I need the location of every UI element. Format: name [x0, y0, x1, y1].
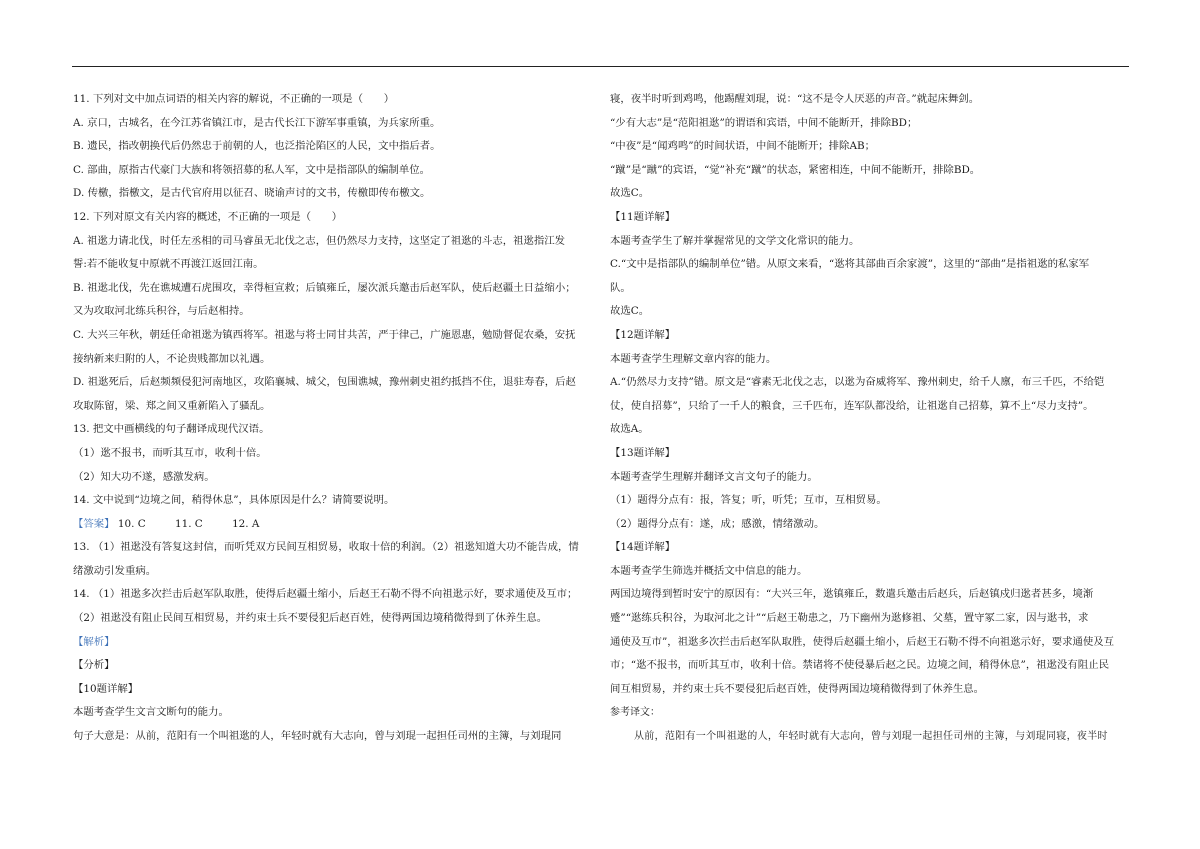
q10-detail-heading: 【10题详解】: [73, 682, 139, 695]
q14-explanation-5: 间互相贸易，并约束士兵不要侵犯后赵百姓，使得两国边境稍微得到了休养生息。: [610, 682, 985, 695]
answer-13: 13. （1）祖逖没有答复这封信，而听凭双方民间互相贸易，收取十倍的利润。（2）祖逖知道大功不能告成，情: [73, 541, 579, 554]
translation-title: 参考译文：: [610, 707, 660, 719]
q13-item-1: （1）逖不报书，而听其互市，收利十倍。: [73, 446, 267, 459]
q14-explanation-4: 市；“逖不报书，而听其互市，收利十倍。禁诸将不使侵暴后赵之民。边境之间，稍得休息”，祖逖没有阻止民: [610, 659, 1109, 672]
answer-12: 12. A: [232, 517, 260, 530]
q11-stem: 11. 下列对文中加点词语的相关内容的解说，不正确的一项是（ ）: [73, 93, 395, 105]
q12-ability: 本题考查学生理解文章内容的能力。: [610, 352, 777, 365]
q12-option-b: B. 祖逖北伐，先在谯城遭石虎围攻，幸得桓宣救；后镇雍丘，屡次派兵邀击后赵军队，使后赵疆土日益缩小；: [73, 281, 576, 294]
q10-ability: 本题考查学生文言文断句的能力。: [73, 706, 229, 719]
q10-reason-1: “少有大志”是“范阳祖逖”的谓语和宾语，中间不能断开，排除BD；: [610, 116, 918, 129]
answer-14: 14. （1）祖逖多次拦击后赵军队取胜，使得后赵疆土缩小，后赵王石勒不得不向祖逖示好，要求通使及互市；: [73, 588, 578, 601]
header-rule: [72, 66, 1129, 67]
q14-ability: 本题考查学生筛选并概括文中信息的能力。: [610, 564, 808, 577]
q14-explanation-3: 通使及互市”，祖逖多次拦击后赵军队取胜，使得后赵疆土缩小，后赵王石勒不得不向祖逖示好，要求通使及互: [610, 635, 1115, 648]
q14-explanation-1: 两国边境得到暂时安宁的原因有：“大兴三年，逖镇雍丘，数遣兵邀击后赵兵，后赵镇戍归逖者甚多，境渐: [610, 588, 1094, 601]
answer-13-cont: 绪激动引发重病。: [73, 564, 157, 577]
q10-meaning-cont: 寝，夜半时听到鸡鸣，他踢醒刘琨，说：“这不是令人厌恶的声音。”就起床舞剑。: [610, 93, 980, 105]
q13-detail-heading: 【13题详解】: [610, 446, 676, 459]
answer-14-cont: （2）祖逖没有阻止民间互相贸易，并约束士兵不要侵犯后赵百姓，使得两国边境稍微得到了休养生息。: [73, 612, 548, 625]
q13-item-2: （2）知大功不遂，感激发病。: [73, 470, 215, 483]
q14-detail-heading: 【14题详解】: [610, 541, 676, 554]
q11-option-c: C. 部曲，原指古代豪门大族和将领招募的私人军，文中是指部队的编制单位。: [73, 163, 431, 176]
q11-option-b: B. 遗民，指改朝换代后仍然忠于前朝的人，也泛指沦陷区的人民，文中指后者。: [73, 140, 441, 153]
q11-explanation: C.“文中是指部队的编制单位”错。从原文来看，“逖将其部曲百余家渡”，这里的“部曲”是指祖逖的私家军: [610, 258, 1090, 271]
q12-explanation-cont: 仗，使自招募”，只给了一千人的粮食，三千匹布，连军队都没给，让祖逖自己招募，算不上“尽力支持”。: [610, 399, 1094, 412]
answer-10: 10. C: [117, 517, 146, 530]
q11-detail-heading: 【11题详解】: [610, 210, 676, 223]
right-column: [610, 88, 1130, 749]
q10-reason-2: “中夜”是“闻鸡鸣”的时间状语，中间不能断开；排除AB；: [610, 140, 875, 153]
q12-option-a: A. 祖逖力请北伐，时任左丞相的司马睿虽无北伐之志，但仍然尽力支持，这坚定了祖逖的斗志，祖逖指江发: [73, 234, 566, 247]
q11-explanation-cont: 队。: [610, 281, 631, 294]
q13-point-2: （2）题得分点有：遂，成；感激，情绪激动。: [610, 517, 825, 530]
q12-option-d-cont: 攻取陈留，梁、郑之间又重新陷入了骚乱。: [73, 399, 271, 412]
translation-paragraph: 从前，范阳有一个叫祖逖的人，年轻时就有大志向，曾与刘琨一起担任司州的主簿，与刘琨同寝，夜半时: [634, 731, 1108, 743]
q14-explanation-2: 蹙”“逖练兵积谷，为取河北之计”“后赵王勒患之，乃下幽州为逖修祖、父墓，置守冢二家，因与逖书，求: [610, 612, 1089, 625]
q13-ability: 本题考查学生理解并翻译文言文句子的能力。: [610, 470, 818, 483]
q12-detail-heading: 【12题详解】: [610, 328, 676, 341]
answer-row: [73, 513, 593, 537]
q10-reason-3: “蹴”是“蹴”的宾语，“觉”补充“蹴”的状态，紧密相连，中间不能断开，排除BD。: [610, 163, 981, 176]
answer-label: 【答案】: [73, 517, 115, 530]
q11-option-d: D. 传檄，指檄文，是古代官府用以征召、晓谕声讨的文书，传檄即传布檄文。: [73, 187, 431, 200]
q11-choice: 故选C。: [610, 305, 650, 318]
q10-meaning: 句子大意是：从前，范阳有一个叫祖逖的人，年轻时就有大志向，曾与刘琨一起担任司州的主簿，与刘琨同: [73, 730, 562, 743]
q12-option-c: C. 大兴三年秋，朝廷任命祖逖为镇西将军。祖逖与将士同甘共苦，严于律己，广施恩惠，勉励督促农桑，安抚: [73, 328, 576, 341]
q12-explanation: A.“仍然尽力支持”错。原文是“睿素无北伐之志，以逖为奋威将军、豫州刺史，给千人廪，布三千匹，不给铠: [610, 376, 1105, 389]
left-column: [73, 88, 593, 749]
q13-point-1: （1）题得分点有：报，答复；听，听凭；互市，互相贸易。: [610, 494, 887, 507]
q12-option-a-cont: 誓:若不能收复中原就不再渡江返回江南。: [73, 258, 264, 271]
q11-ability: 本题考查学生了解并掌握常见的文学文化常识的能力。: [610, 234, 860, 247]
q14-stem: 14. 文中说到“边境之间，稍得休息”，具体原因是什么？请简要说明。: [73, 494, 395, 507]
q12-choice: 故选A。: [610, 423, 649, 436]
q13-stem: 13. 把文中画横线的句子翻译成现代汉语。: [73, 423, 270, 436]
q12-stem: 12. 下列对原文有关内容的概述，不正确的一项是（ ）: [73, 210, 343, 223]
analysis-label: 【解析】: [73, 635, 115, 648]
q11-option-a: A. 京口，古城名，在今江苏省镇江市，是古代长江下游军事重镇，为兵家所重。: [73, 116, 441, 129]
q12-option-b-cont: 又为攻取河北练兵积谷，与后赵相持。: [73, 305, 250, 318]
analysis-heading: 【分析】: [73, 659, 115, 672]
q12-option-d: D. 祖逖死后，后赵频频侵犯河南地区，攻陷襄城、城父，包围谯城，豫州刺史祖约抵挡不住，退驻寿春，后赵: [73, 376, 576, 389]
answer-11: 11. C: [174, 517, 203, 530]
q10-choice: 故选C。: [610, 187, 650, 200]
q12-option-c-cont: 接纳新来归附的人，不论贵贱都加以礼遇。: [73, 352, 271, 365]
